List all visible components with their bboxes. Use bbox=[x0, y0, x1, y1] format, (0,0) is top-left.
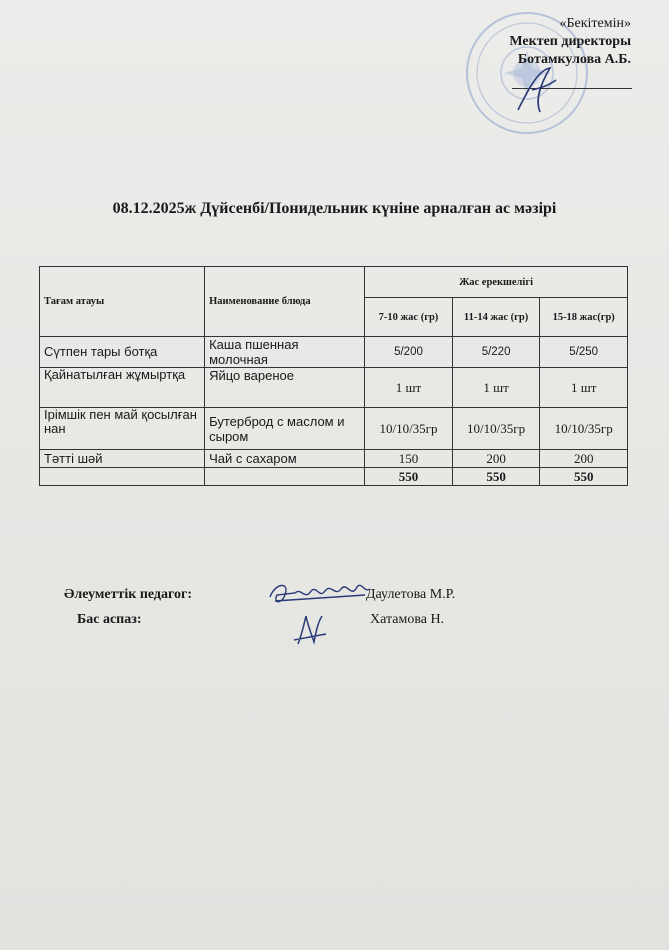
portion-age-11-14: 5/220 bbox=[452, 337, 540, 368]
header-age-15-18: 15-18 жас(гр) bbox=[540, 298, 628, 337]
total-age-11-14: 550 bbox=[452, 468, 540, 486]
signer-name-head-cook: Хатамова Н. bbox=[370, 612, 445, 627]
dish-name-kz: Ірімшік пен май қосылған нан bbox=[40, 408, 205, 450]
dish-name-ru: Каша пшенная молочная bbox=[205, 337, 365, 368]
dish-name-ru: Яйцо вареное bbox=[205, 368, 365, 408]
portion-age-15-18: 5/250 bbox=[540, 337, 628, 368]
portion-age-11-14: 1 шт bbox=[452, 368, 540, 408]
table-totals-row bbox=[40, 468, 628, 486]
approval-position: Мектеп директоры bbox=[509, 34, 631, 49]
approval-name: Ботамкулова А.Б. bbox=[517, 52, 631, 67]
table-header-row bbox=[40, 267, 628, 298]
header-name-ru: Наименование блюда bbox=[205, 267, 365, 337]
totals-empty-cell bbox=[205, 468, 365, 486]
page-title: 08.12.2025ж Дүйсенбі/Понидельник күніне арналған ас мәзірі bbox=[112, 200, 557, 217]
dish-name-ru: Бутерброд с маслом и сыром bbox=[205, 408, 365, 450]
signer-name-social-pedagogue: Даулетова М.Р. bbox=[366, 587, 456, 602]
table-row bbox=[40, 450, 628, 468]
table-row bbox=[40, 337, 628, 368]
total-age-7-10: 550 bbox=[365, 468, 453, 486]
social-pedagogue-signature bbox=[265, 575, 375, 615]
portion-age-15-18: 10/10/35гр bbox=[540, 408, 628, 450]
head-cook-signature bbox=[290, 610, 330, 650]
dish-name-kz: Сүтпен тары ботқа bbox=[40, 337, 205, 368]
totals-empty-cell bbox=[40, 468, 205, 486]
portion-age-7-10: 150 bbox=[365, 450, 453, 468]
director-signature bbox=[510, 60, 570, 120]
portion-age-11-14: 200 bbox=[452, 450, 540, 468]
portion-age-15-18: 1 шт bbox=[540, 368, 628, 408]
portion-age-7-10: 1 шт bbox=[365, 368, 453, 408]
total-age-15-18: 550 bbox=[540, 468, 628, 486]
portion-age-7-10: 5/200 bbox=[365, 337, 453, 368]
dish-name-kz: Қайнатылған жұмыртқа bbox=[40, 368, 205, 408]
dish-name-ru: Чай с сахаром bbox=[205, 450, 365, 468]
menu-table bbox=[39, 266, 628, 486]
header-age-11-14: 11-14 жас (гр) bbox=[452, 298, 540, 337]
table-row bbox=[40, 408, 628, 450]
portion-age-7-10: 10/10/35гр bbox=[365, 408, 453, 450]
signer-role-social-pedagogue: Әлеуметтік педагог: bbox=[64, 587, 193, 602]
dish-name-kz: Тәтті шәй bbox=[40, 450, 205, 468]
portion-age-11-14: 10/10/35гр bbox=[452, 408, 540, 450]
signer-role-head-cook: Бас аспаз: bbox=[77, 612, 142, 627]
header-age-group: Жас ерекшелігі bbox=[365, 267, 628, 298]
header-name-kz: Тағам атауы bbox=[40, 267, 205, 337]
approval-heading: «Бекітемін» bbox=[559, 16, 631, 31]
header-age-7-10: 7-10 жас (гр) bbox=[365, 298, 453, 337]
portion-age-15-18: 200 bbox=[540, 450, 628, 468]
table-row bbox=[40, 368, 628, 408]
